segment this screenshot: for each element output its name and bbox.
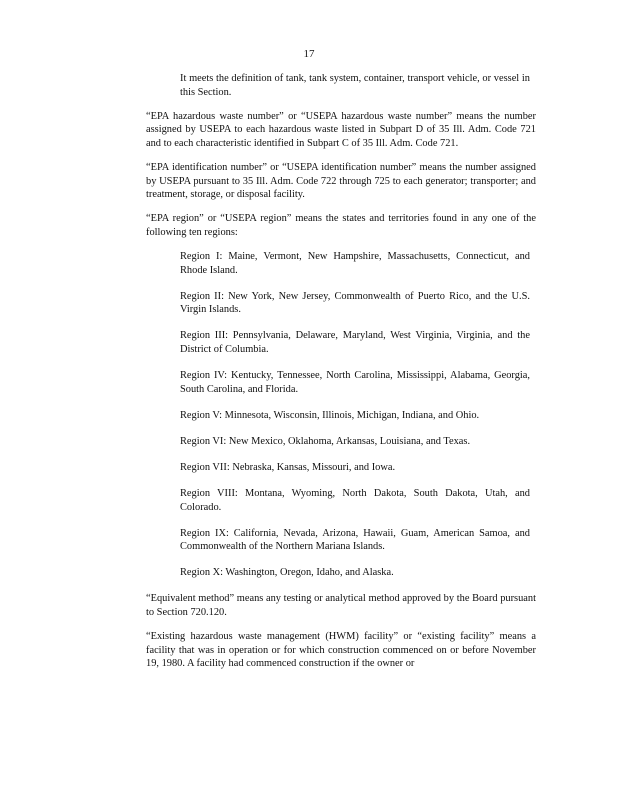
region-item: Region VIII: Montana, Wyoming, North Dakota, South Dakota, Utah, and Colorado. <box>180 487 530 513</box>
region-item: Region IX: California, Nevada, Arizona, Hawaii, Guam, American Samoa, and Commonwealth of the Northern Mariana Islands. <box>180 527 530 553</box>
region-item: Region VII: Nebraska, Kansas, Missouri, and Iowa. <box>180 461 396 473</box>
definition-existing-hwm-facility: “Existing hazardous waste management (HWM) facility” or “existing facility” means a facility that was in operation or for which construction commenced on or before November 19, 1980. A facility had commenced construction if the owner or <box>146 631 536 670</box>
definition-epa-region: “EPA region” or “USEPA region” means the states and territories found in any one of the following ten regions: <box>146 213 536 238</box>
definition-equivalent-method: “Equivalent method” means any testing or analytical method approved by the Board pursuant to Section 720.120. <box>146 593 536 619</box>
region-list <box>146 250 536 580</box>
region-item: Region II: New York, New Jersey, Commonwealth of Puerto Rico, and the U.S. Virgin Islands. <box>180 290 530 316</box>
document-body <box>146 72 536 681</box>
region-item: Region VI: New Mexico, Oklahoma, Arkansas, Louisiana, and Texas. <box>180 435 471 447</box>
region-item: Region IV: Kentucky, Tennessee, North Carolina, Mississippi, Alabama, Georgia, South Carolina, and Florida. <box>180 370 530 395</box>
region-item: Region I: Maine, Vermont, New Hampshire, Massachusetts, Connecticut, and Rhode Island. <box>180 250 530 276</box>
region-item: Region V: Minnesota, Wisconsin, Illinois, Michigan, Indiana, and Ohio. <box>180 409 480 421</box>
region-item: Region III: Pennsylvania, Delaware, Maryland, West Virginia, Virginia, and the District of Columbia. <box>180 330 530 355</box>
definition-epa-identification-number: “EPA identification number” or “USEPA identification number” means the number assigned by USEPA pursuant to 35 Ill. Adm. Code 722 through 725 to each generator; transporter; and treatment, storage, or disposal facility. <box>146 161 536 201</box>
definition-epa-hazardous-waste-number: “EPA hazardous waste number” or “USEPA hazardous waste number” means the number assigned by USEPA to each hazardous waste listed in Subpart D of 35 Ill. Adm. Code 721 and to each characteristic identified in Subpart C of 35 Ill. Adm. Code 721. <box>146 110 536 149</box>
region-item: Region X: Washington, Oregon, Idaho, and Alaska. <box>180 567 394 579</box>
page-number: 17 <box>303 48 315 60</box>
tank-definition-continuation: It meets the definition of tank, tank system, container, transport vehicle, or vessel in this Section. <box>180 73 530 98</box>
